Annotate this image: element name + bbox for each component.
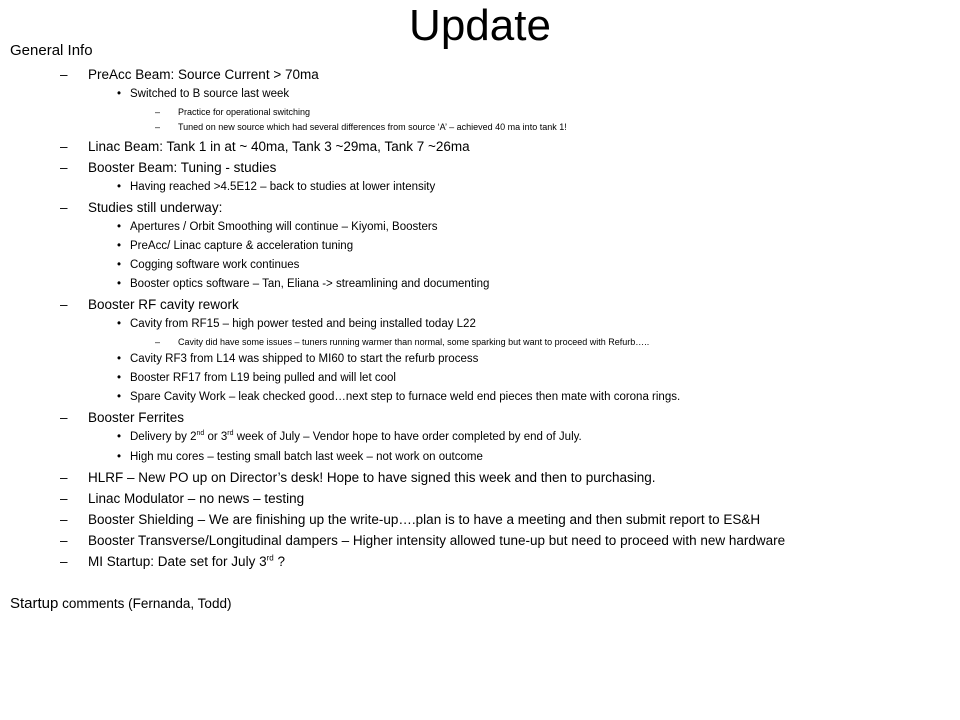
delivery-sup-b: rd — [227, 430, 234, 438]
dot-bullet: • — [117, 181, 122, 193]
dash-bullet: – — [155, 107, 161, 117]
bullet-booster-rf17: Booster RF17 from L19 being pulled and will let cool — [130, 372, 396, 384]
dash-bullet: – — [60, 410, 68, 425]
dot-bullet: • — [117, 259, 122, 271]
dash-bullet: – — [60, 160, 68, 175]
dash-bullet: – — [60, 297, 68, 312]
dot-bullet: • — [117, 278, 122, 290]
delivery-text-a: Delivery by 2 — [130, 431, 197, 443]
dot-bullet: • — [117, 318, 122, 330]
mi-startup-text: MI Startup: Date set for July 3 — [88, 554, 267, 569]
dash-bullet: – — [60, 533, 68, 548]
delivery-sup-a: nd — [196, 430, 205, 438]
dash-bullet: – — [60, 470, 68, 485]
bullet-cavity-issues: Cavity did have some issues – tuners running warmer than normal, some sparking but want to proceed with Refurb….. — [178, 337, 650, 347]
bullet-switched-b-source: Switched to B source last week — [130, 88, 290, 100]
startup-comments — [10, 595, 231, 613]
bullet-tuned-new-source: Tuned on new source which had several differences from source ‘A’ – achieved 40 ma into tank 1! — [178, 122, 567, 132]
delivery-text-c: week of July – Vendor hope to have order completed by end of July. — [233, 431, 582, 443]
bullet-booster-dampers: Booster Transverse/Longitudinal dampers – Higher intensity allowed tune-up but need to proceed with new hardware — [88, 533, 786, 548]
bullet-preacc-beam: PreAcc Beam: Source Current > 70ma — [88, 67, 319, 82]
bullet-hlrf: HLRF – New PO up on Director’s desk! Hope to have signed this week and then to purchasing. — [88, 470, 656, 485]
dot-bullet: • — [117, 353, 122, 365]
bullet-booster-beam: Booster Beam: Tuning - studies — [88, 160, 277, 175]
dot-bullet: • — [117, 240, 122, 252]
dot-bullet: • — [117, 221, 122, 233]
bullet-spare-cavity: Spare Cavity Work – leak checked good…next step to furnace weld end pieces then mate with corona rings. — [130, 391, 681, 403]
slide-title: Update — [409, 1, 551, 50]
startup-comments-text: comments (Fernanda, Todd) — [58, 596, 232, 611]
bullet-delivery-july — [130, 430, 582, 445]
bullet-high-mu-cores: High mu cores – testing small batch last week – not work on outcome — [130, 451, 483, 463]
dash-bullet: – — [60, 200, 68, 215]
mi-startup-sup: rd — [266, 553, 274, 563]
bullet-optics-software: Booster optics software – Tan, Eliana -> streamlining and documenting — [130, 278, 490, 290]
dot-bullet: • — [117, 372, 122, 384]
bullet-practice-switching: Practice for operational switching — [178, 107, 311, 117]
bullet-booster-ferrites: Booster Ferrites — [88, 410, 185, 425]
bullet-cavity-rf3: Cavity RF3 from L14 was shipped to MI60 to start the refurb process — [130, 353, 479, 365]
bullet-cavity-rf15: Cavity from RF15 – high power tested and being installed today L22 — [130, 318, 476, 330]
bullet-linac-modulator: Linac Modulator – no news – testing — [88, 491, 305, 506]
dash-bullet: – — [60, 491, 68, 506]
dot-bullet: • — [117, 88, 122, 100]
bullet-apertures-orbit: Apertures / Orbit Smoothing will continue – Kiyomi, Boosters — [130, 221, 438, 233]
delivery-text-b: or 3 — [204, 431, 228, 443]
bullet-booster-shielding: Booster Shielding – We are finishing up the write-up….plan is to have a meeting and then submit report to ES&H — [88, 512, 761, 527]
bullet-cogging-software: Cogging software work continues — [130, 259, 300, 271]
dash-bullet: – — [155, 122, 161, 132]
section-heading-general-info: General Info — [10, 42, 93, 59]
bullet-studies-underway: Studies still underway: — [88, 200, 223, 215]
bullet-linac-beam: Linac Beam: Tank 1 in at ~ 40ma, Tank 3 ~29ma, Tank 7 ~26ma — [88, 139, 470, 154]
mi-startup-tail: ? — [273, 554, 285, 569]
dash-bullet: – — [155, 337, 161, 347]
dot-bullet: • — [117, 391, 122, 403]
dash-bullet: – — [60, 554, 68, 569]
bullet-rf-cavity-rework: Booster RF cavity rework — [88, 297, 239, 312]
bullet-capture-tuning: PreAcc/ Linac capture & acceleration tuning — [130, 240, 354, 252]
dot-bullet: • — [117, 431, 122, 443]
dot-bullet: • — [117, 451, 122, 463]
startup-heading: Startup — [10, 595, 59, 612]
bullet-mi-startup — [88, 553, 285, 570]
dash-bullet: – — [60, 512, 68, 527]
dash-bullet: – — [60, 139, 68, 154]
dash-bullet: – — [60, 67, 68, 82]
bullet-reached-intensity: Having reached >4.5E12 – back to studies at lower intensity — [130, 181, 436, 193]
